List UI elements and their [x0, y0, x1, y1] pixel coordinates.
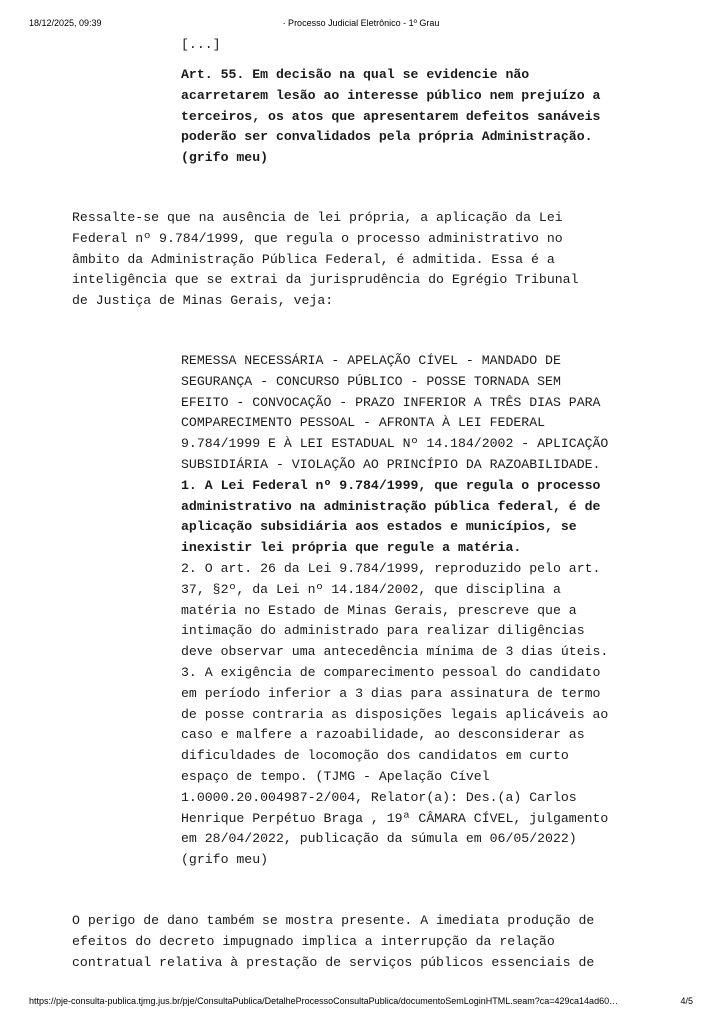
quote2-line: deve observar uma antecedência mínima de 3 dias úteis.	[181, 644, 609, 660]
quote2-line: dificuldades de locomoção dos candidatos em curto	[181, 748, 569, 764]
para2-line: contratual relativa à prestação de serviços públicos essenciais de	[72, 954, 595, 970]
print-page-title: · Processo Judicial Eletrônico - 1º Grau	[282, 18, 440, 28]
quote2-line: 37, §2º, da Lei nº 14.184/2002, que disciplina a	[181, 581, 561, 597]
print-datetime: 18/12/2025, 09:39	[29, 18, 102, 28]
quote2-line: em período inferior a 3 dias para assinatura de termo	[181, 685, 601, 701]
quote2-line: COMPARECIMENTO PESSOAL - AFRONTA À LEI FEDERAL	[181, 415, 546, 431]
para2-line: efeitos do decreto impugnado implica a interrupção da relação	[72, 933, 555, 949]
quote2-line: em 28/04/2022, publicação da súmula em 06/05/2022)	[181, 831, 577, 847]
paragraph-perigo-dano	[72, 911, 655, 973]
quote-jurisprudencia-tjmg	[181, 351, 655, 871]
quote1-line: (grifo meu)	[181, 150, 269, 166]
quote2-line: intimação do administrado para realizar diligências	[181, 623, 585, 639]
para2-line: O perigo de dano também se mostra presente. A imediata produção de	[72, 913, 595, 928]
quote2-line: aplicação subsidiária aos estados e municípios, se	[181, 519, 577, 535]
quote2-line: 1. A Lei Federal nº 9.784/1999, que regula o processo	[181, 477, 601, 493]
paragraph-lei-propria	[72, 208, 655, 312]
quote2-line: SUBSIDIÁRIA - VIOLAÇÃO AO PRINCÍPIO DA RAZOABILIDADE.	[181, 456, 601, 472]
quote2-line: administrativo na administração pública federal, é de	[181, 498, 601, 514]
quote2-line: SEGURANÇA - CONCURSO PÚBLICO - POSSE TORNADA SEM	[181, 373, 561, 389]
quote1-line: acarretarem lesão ao interesse público nem prejuízo a	[181, 87, 601, 103]
quote2-line: 9.784/1999 E À LEI ESTADUAL Nº 14.184/2002 - APLICAÇÃO	[181, 436, 609, 452]
quote2-line: espaço de tempo. (TJMG - Apelação Cível	[181, 768, 490, 784]
quote2-line: matéria no Estado de Minas Gerais, prescreve que a	[181, 602, 577, 618]
quote2-line: EFEITO - CONVOCAÇÃO - PRAZO INFERIOR A TRÊS DIAS PARA	[181, 394, 601, 410]
quote2-line: (grifo meu)	[181, 852, 269, 868]
quote2-line: caso e malfere a razoabilidade, ao desconsiderar as	[181, 727, 585, 743]
quote-art-55	[181, 65, 655, 169]
quote2-line: inexistir lei própria que regule a matéria.	[181, 540, 522, 556]
page-number: 4/5	[680, 996, 693, 1006]
quote2-line: de posse contraria as disposições legais aplicáveis ao	[181, 706, 609, 722]
quote1-line: Art. 55. Em decisão na qual se evidencie não	[181, 67, 530, 82]
quote2-line: REMESSA NECESSÁRIA - APELAÇÃO CÍVEL - MANDADO DE	[181, 353, 561, 368]
ellipsis-marker: [...]	[181, 37, 221, 52]
quote1-line: poderão ser convalidados pela própria Administração.	[181, 129, 593, 145]
para1-line: inteligência que se extrai da jurisprudência do Egrégio Tribunal	[72, 272, 579, 288]
para1-line: de Justiça de Minas Gerais, veja:	[72, 293, 334, 309]
source-url[interactable]: https://pje-consulta-publica.tjmg.jus.br/pje/ConsultaPublica/DetalheProcessoConsultaPublica/documentoSemLoginHTML.seam?ca=429ca14ad60…	[29, 996, 619, 1006]
quote2-line: 2. O art. 26 da Lei 9.784/1999, reproduzido pelo art.	[181, 560, 601, 576]
quote2-line: 3. A exigência de comparecimento pessoal do candidato	[181, 664, 601, 680]
quote2-line: 1.0000.20.004987-2/004, Relator(a): Des.(a) Carlos	[181, 789, 577, 805]
para1-line: Federal nº 9.784/1999, que regula o processo administrativo no	[72, 230, 563, 246]
quote1-line: terceiros, os atos que apresentarem defeitos sanáveis	[181, 108, 601, 124]
para1-line: Ressalte-se que na ausência de lei própria, a aplicação da Lei	[72, 210, 563, 225]
para1-line: âmbito da Administração Pública Federal, é admitida. Essa é a	[72, 251, 555, 267]
quote2-line: Henrique Perpétuo Braga , 19ª CÂMARA CÍVEL, julgamento	[181, 810, 609, 826]
